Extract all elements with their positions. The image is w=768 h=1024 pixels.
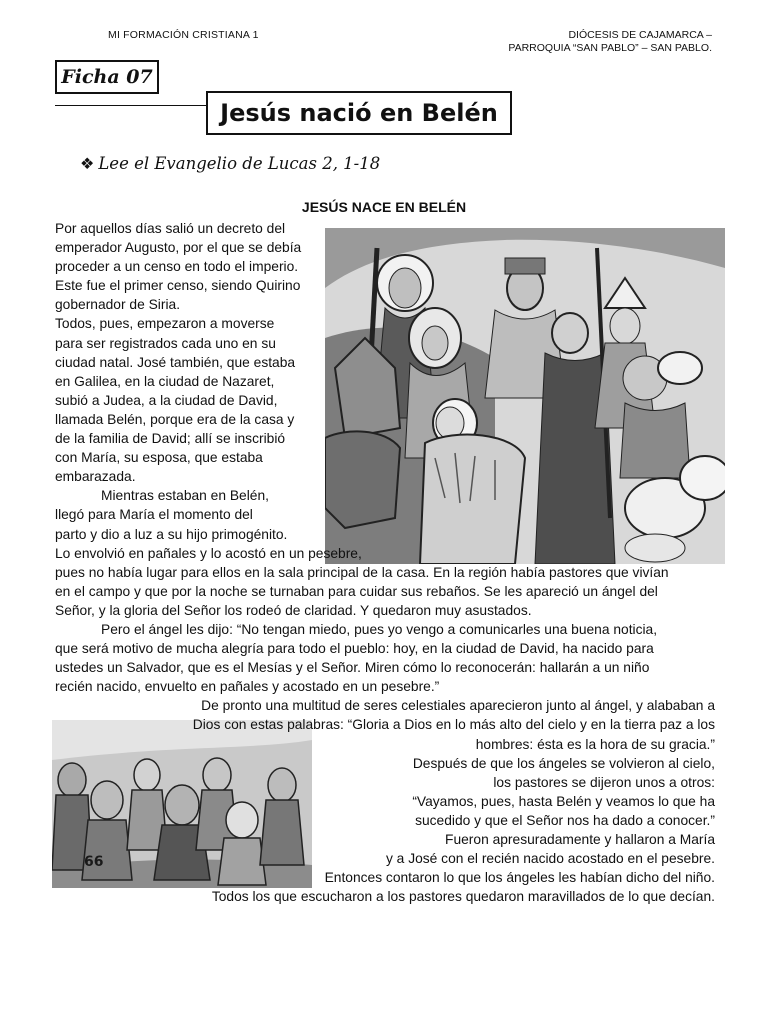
reading-instruction (80, 154, 380, 173)
text-line: de la familia de David; allí se inscribió (55, 431, 286, 447)
text-line: llegó para María el momento del (55, 507, 253, 523)
text-line: pues no había lugar para ellos en la sala principal de la casa. En la región había pastores que vivían (55, 564, 669, 580)
gospel-text (55, 219, 715, 906)
text-line: emperador Augusto, por el que se debía (55, 240, 302, 256)
text-line: Fueron apresuradamente y hallaron a María (445, 832, 715, 847)
text-line: Todos, pues, empezaron a moverse (55, 316, 275, 332)
text-line: embarazada. (55, 469, 136, 485)
text-line: y a José con el recién nacido acostado en el pesebre. (385, 851, 715, 867)
text-line: gobernador de Siria. (55, 297, 181, 313)
text-line: recién nacido, envuelto en pañales y acostado en un pesebre.” (55, 679, 440, 695)
diamond-bullet-icon: ❖ (80, 154, 95, 173)
text-line: Este fue el primer censo, siendo Quirino (55, 278, 301, 294)
text-line: Por aquellos días salió un decreto del (55, 221, 286, 236)
ficha-label: Ficha 07 (55, 60, 159, 94)
text-line: los pastores se dijeron unos a otros: (493, 774, 715, 790)
text-line: Entonces contaron lo que los ángeles les habían dicho del niño. (324, 870, 715, 886)
section-subtitle: JESÚS NACE EN BELÉN (301, 199, 467, 215)
reading-instruction-text: Lee el Evangelio de Lucas 2, 1-18 (98, 154, 381, 173)
text-line: ciudad natal. José también, que estaba (55, 354, 296, 370)
text-line: Mientras estaban en Belén, (101, 488, 269, 504)
text-line: que será motivo de mucha alegría para todo el pueblo: hoy, en la ciudad de David, ha nacido para (55, 641, 654, 657)
text-line: en Galilea, en la ciudad de Nazaret, (55, 373, 275, 389)
text-line: Dios con estas palabras: “Gloria a Dios en lo más alto del cielo y en la tierra paz a los (192, 717, 715, 733)
text-line: “Vayamos, pues, hasta Belén y veamos lo que ha (412, 793, 715, 809)
text-line: llamada Belén, porque era de la casa y (55, 411, 295, 427)
text-line: en el campo y que por la noche se turnaban para cuidar sus rebaños. Se les apareció un ángel del (55, 583, 658, 599)
header-right-line2: PARROQUIA “SAN PABLO” – SAN PABLO. (508, 42, 712, 54)
header-right-line1: DIÓCESIS DE CAJAMARCA – (568, 29, 712, 41)
image-page-number: 66 (84, 854, 104, 870)
text-line: proceder a un censo en todo el imperio. (55, 259, 299, 275)
text-line: subió a Judea, a la ciudad de David, (55, 392, 278, 408)
text-line: Después de que los ángeles se volvieron al cielo, (412, 755, 715, 771)
text-line: con María, su esposa, que estaba (55, 450, 263, 466)
text-line: Todos los que escucharon a los pastores quedaron maravillados de lo que decían. (211, 889, 715, 905)
header-left: MI FORMACIÓN CRISTIANA 1 (108, 29, 259, 41)
header-right (508, 29, 712, 55)
text-line: ustedes un Salvador, que es el Mesías y el Señor. Miren cómo lo reconocerán: hallarán a un niño (55, 660, 650, 676)
text-line: sucedido y que el Señor nos ha dado a conocer.” (415, 812, 715, 828)
page-title: Jesús nació en Belén (206, 91, 512, 135)
text-line: De pronto una multitud de seres celestiales aparecieron junto al ángel, y alababan a (201, 698, 715, 714)
text-line: parto y dio a luz a su hijo primogénito. (55, 526, 288, 542)
text-line: para ser registrados cada uno en su (55, 335, 276, 351)
text-line: hombres: ésta es la hora de su gracia.” (475, 736, 715, 752)
text-line: Señor, y la gloria del Señor los rodeó de claridad. Y quedaron muy asustados. (55, 602, 532, 618)
text-line: Lo envolvió en pañales y lo acostó en un pesebre, (55, 545, 362, 561)
text-line: Pero el ángel les dijo: “No tengan miedo, pues yo vengo a comunicarles una buena noticia, (101, 621, 658, 637)
title-rule (55, 105, 207, 106)
